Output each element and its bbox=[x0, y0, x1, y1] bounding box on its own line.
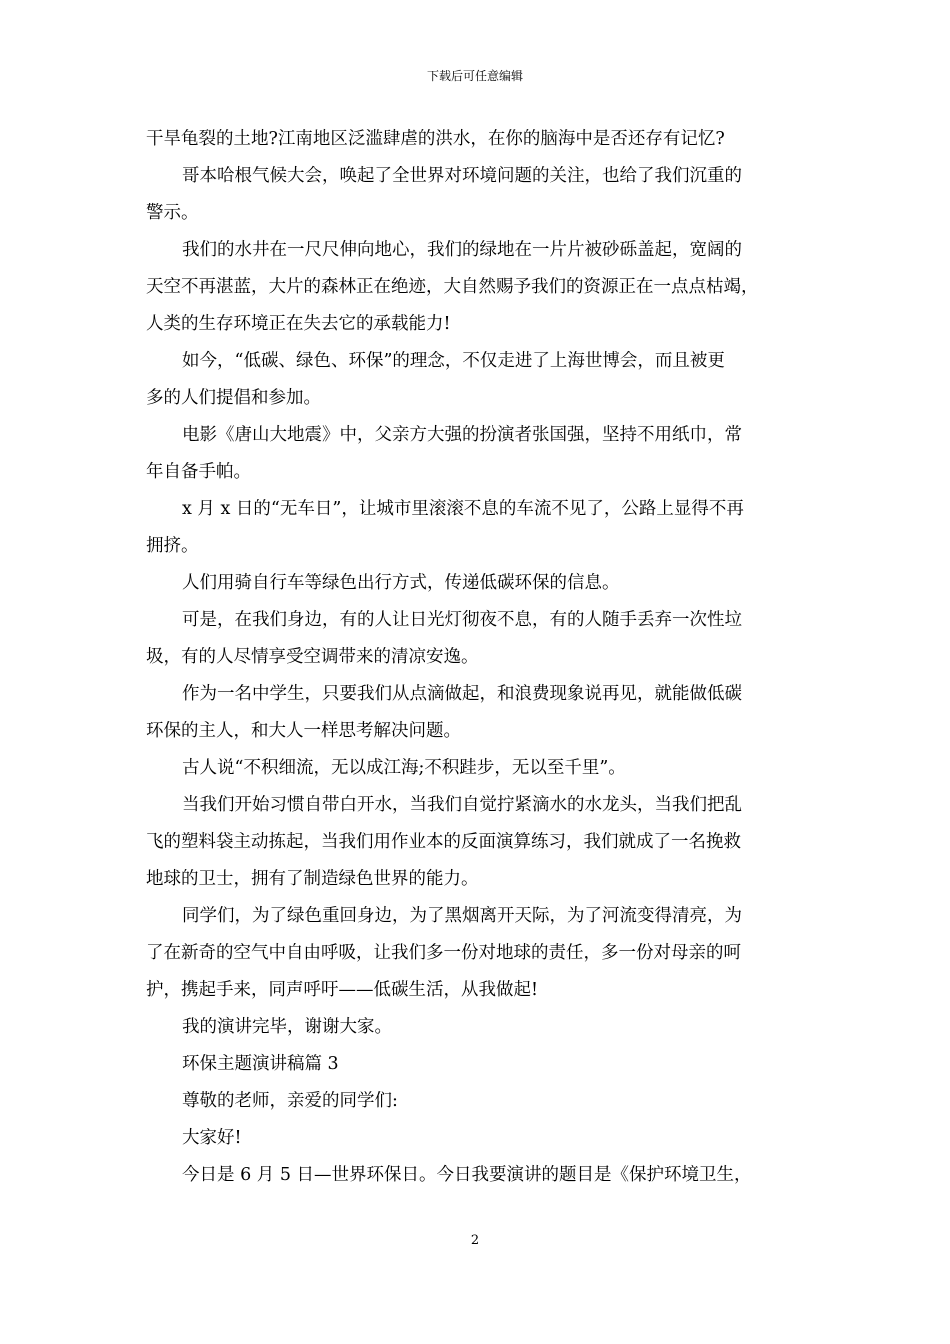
text-line: 飞的塑料袋主动拣起，当我们用作业本的反面演算练习，我们就成了一名挽救 bbox=[146, 832, 741, 852]
text-line: 圾，有的人尽情享受空调带来的清凉安逸。 bbox=[146, 647, 479, 667]
paragraph-start: 同学们，为了绿色重回身边，为了黑烟离开天际，为了河流变得清亮，为 bbox=[182, 906, 742, 926]
text-line: 年自备手帕。 bbox=[146, 462, 251, 482]
paragraph-start: x 月 x 日的“无车日”，让城市里滚滚不息的车流不见了，公路上显得不再 bbox=[182, 499, 744, 519]
text-line: 地球的卫士，拥有了制造绿色世界的能力。 bbox=[146, 869, 479, 889]
text-line: 护，携起手来，同声呼吁——低碳生活，从我做起! bbox=[146, 980, 539, 1000]
paragraph-start: 如今，“低碳、绿色、环保”的理念，不仅走进了上海世博会，而且被更 bbox=[182, 351, 725, 371]
paragraph-start: 可是，在我们身边，有的人让日光灯彻夜不息，有的人随手丢弃一次性垃 bbox=[182, 610, 742, 630]
text-line: 环保的主人，和大人一样思考解决问题。 bbox=[146, 721, 461, 741]
text-line: 干旱龟裂的土地?江南地区泛滥肆虐的洪水，在你的脑海中是否还存有记忆? bbox=[146, 129, 725, 149]
salutation: 尊敬的老师，亲爱的同学们: bbox=[182, 1091, 398, 1111]
paragraph-start: 作为一名中学生，只要我们从点滴做起，和浪费现象说再见，就能做低碳 bbox=[182, 684, 742, 704]
paragraph-start: 人们用骑自行车等绿色出行方式，传递低碳环保的信息。 bbox=[182, 573, 620, 593]
paragraph-start: 我们的水井在一尺尺伸向地心，我们的绿地在一片片被砂砾盖起，宽阔的 bbox=[182, 240, 742, 260]
section-heading: 环保主题演讲稿篇 3 bbox=[182, 1054, 339, 1074]
document-body bbox=[146, 121, 822, 1194]
text-line: 了在新奇的空气中自由呼吸，让我们多一份对地球的责任，多一份对母亲的呵 bbox=[146, 943, 741, 963]
paragraph-start: 当我们开始习惯自带白开水，当我们自觉拧紧滴水的水龙头，当我们把乱 bbox=[182, 795, 742, 815]
page-header: 下载后可任意编辑 bbox=[426, 69, 523, 83]
paragraph-start: 今日是 6 月 5 日—世界环保日。今日我要演讲的题目是《保护环境卫生， bbox=[182, 1165, 752, 1185]
paragraph-start: 电影《唐山大地震》中，父亲方大强的扮演者张国强，坚持不用纸巾，常 bbox=[182, 425, 742, 445]
text-line: 天空不再湛蓝，大片的森林正在绝迹，大自然赐予我们的资源正在一点点枯竭， bbox=[146, 277, 759, 297]
greeting: 大家好! bbox=[182, 1128, 242, 1148]
text-line: 多的人们提倡和参加。 bbox=[146, 388, 321, 408]
text-line: 警示。 bbox=[146, 203, 199, 223]
text-line: 拥挤。 bbox=[146, 536, 199, 556]
text-line: 人类的生存环境正在失去它的承载能力! bbox=[146, 314, 451, 334]
paragraph-start: 哥本哈根气候大会，唤起了全世界对环境问题的关注，也给了我们沉重的 bbox=[182, 166, 742, 186]
paragraph-start: 我的演讲完毕，谢谢大家。 bbox=[182, 1017, 392, 1037]
page-number: 2 bbox=[470, 1233, 480, 1248]
paragraph-start: 古人说“不积细流，无以成江海;不积跬步，无以至千里”。 bbox=[182, 758, 626, 778]
